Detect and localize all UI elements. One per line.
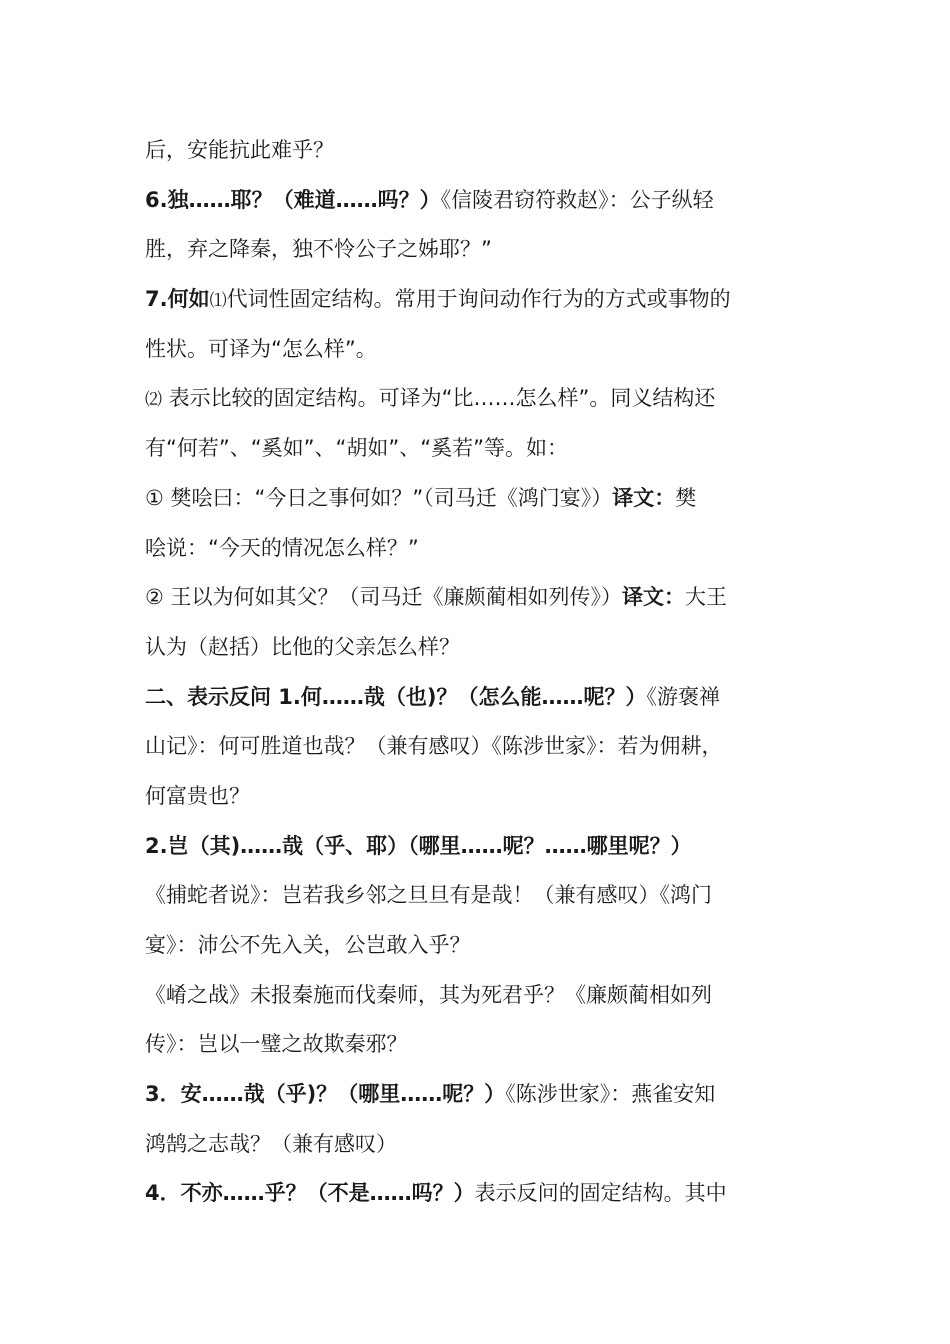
text-segment: 《崤之战》未报秦施而伐秦师，其为死君乎？《廉颇蔺相如列 — [145, 982, 712, 1007]
text-line — [145, 673, 815, 723]
text-segment: 何富贵也？ — [145, 783, 250, 808]
text-line — [145, 623, 815, 673]
text-segment: 认为（赵括）比他的父亲怎么样？ — [145, 634, 460, 659]
text-line — [145, 424, 815, 474]
text-segment: 鸿鹄之志哉？（兼有感叹） — [145, 1131, 397, 1156]
text-line — [145, 1169, 815, 1219]
text-segment: 胜，弃之降秦，独不怜公子之姊耶？” — [145, 237, 492, 262]
text-segment: 《信陵君窃符救赵》：公子纵轻 — [440, 187, 714, 212]
text-line — [145, 871, 815, 921]
bold-text-segment: 译文： — [612, 485, 676, 510]
text-segment: ⑴ — [209, 291, 227, 312]
bold-text-segment: 7.何如 — [145, 287, 210, 312]
bold-text-segment: 二、表示反问 1.何……哉（也)？（怎么能……呢？） — [145, 684, 647, 709]
text-line — [145, 325, 815, 375]
text-line — [145, 772, 815, 822]
text-segment: 表示反问的固定结构。其中 — [474, 1181, 727, 1206]
text-line — [145, 225, 815, 275]
text-line — [145, 822, 815, 872]
text-segment: 性状。可译为“怎么样”。 — [145, 336, 377, 361]
text-line — [145, 126, 815, 176]
text-segment: 大王 — [685, 585, 727, 610]
text-line — [145, 524, 815, 574]
text-line — [145, 374, 815, 424]
bold-text-segment: 4．不亦……乎？（不是……吗？） — [145, 1181, 475, 1206]
text-segment: 表示比较的固定结构。可译为“比……怎么样”。同义结构还 — [162, 386, 716, 411]
bold-text-segment: 6.独……耶？（难道……吗？） — [145, 187, 441, 212]
text-segment: 有“何若”、“奚如”、“胡如”、“奚若”等。如： — [145, 436, 569, 461]
bold-text-segment: 2.岂（其)……哉（乎、耶）（哪里……呢？……哪里呢？） — [145, 833, 692, 858]
text-segment: ① 樊哙曰：“今日之事何如？”（司马迁《鸿门宴》） — [145, 485, 613, 510]
text-segment: 樊 — [675, 485, 697, 510]
text-segment: 山记》：何可胜道也哉？（兼有感叹）《陈涉世家》：若为佣耕， — [145, 734, 723, 759]
text-segment: 代词性固定结构。常用于询问动作行为的方式或事物的 — [226, 287, 731, 312]
bold-text-segment: 译文： — [622, 585, 685, 610]
text-line — [145, 1070, 815, 1120]
text-segment: 宴》：沛公不先入关，公岂敢入乎？ — [145, 933, 471, 957]
text-line — [145, 474, 815, 524]
text-line — [145, 971, 815, 1021]
text-segment: 哙说：“今天的情况怎么样？” — [145, 535, 419, 560]
text-segment: ⑵ — [145, 390, 162, 411]
document-page — [145, 126, 815, 1219]
text-line — [145, 921, 815, 971]
text-segment: 后，安能抗此难乎？ — [145, 138, 334, 162]
text-segment: ② 王以为何如其父？（司马迁《廉颇蔺相如列传》） — [145, 585, 622, 610]
text-segment: 《捕蛇者说》：岂若我乡邻之旦旦有是哉！（兼有感叹）《鸿门 — [145, 883, 712, 908]
text-line — [145, 722, 815, 772]
text-line — [145, 275, 815, 325]
bold-text-segment: 3．安……哉（乎)？（哪里……呢？） — [145, 1082, 506, 1107]
text-line — [145, 573, 815, 623]
text-segment: 《陈涉世家》：燕雀安知 — [505, 1082, 716, 1107]
text-line — [145, 176, 815, 226]
text-segment: 《游褒禅 — [646, 684, 720, 709]
text-segment: 传》：岂以一璧之故欺秦邪？ — [145, 1032, 408, 1057]
text-line — [145, 1120, 815, 1170]
text-line — [145, 1020, 815, 1070]
